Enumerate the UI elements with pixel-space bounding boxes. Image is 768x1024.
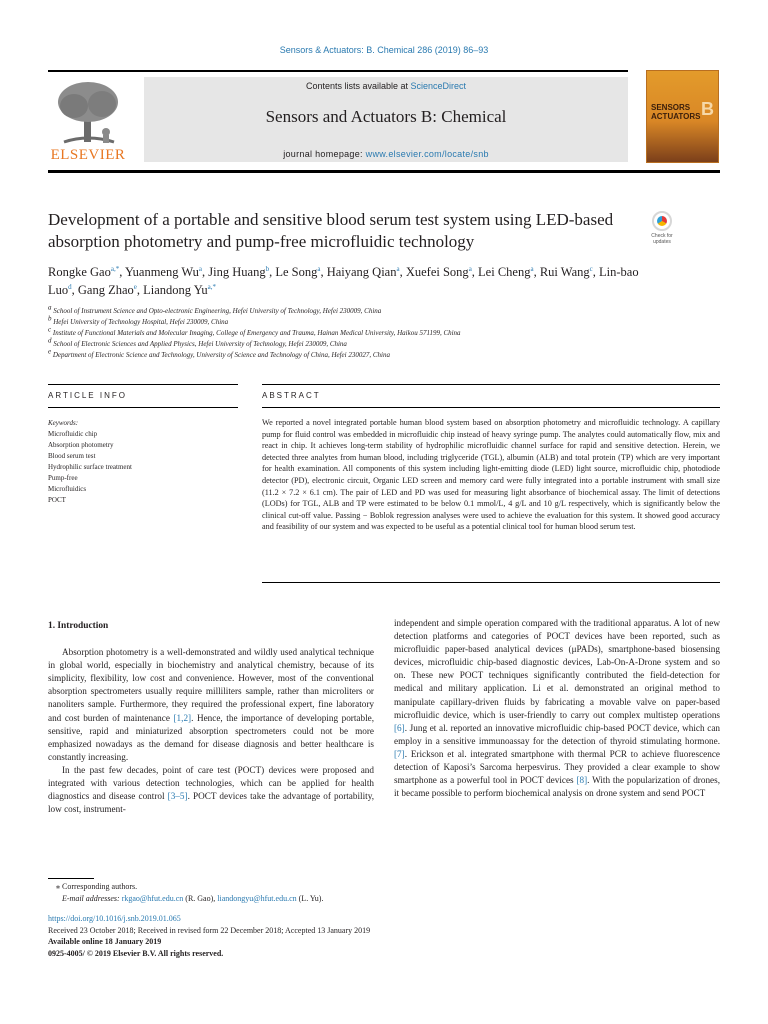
intro-paragraph-2: In the past few decades, point of care test (POCT) devices were proposed and integrated with various detection technologies, which can be applied for health diagnostics and disease control [3–5]. POCT devices take the advantage of portability, low cost, instrument- bbox=[48, 764, 374, 815]
publication-info bbox=[48, 913, 568, 959]
footnote-rule bbox=[48, 878, 94, 879]
elsevier-logo[interactable] bbox=[48, 76, 128, 166]
author-affiliation-mark[interactable]: a bbox=[198, 264, 203, 273]
body-column-left bbox=[48, 620, 374, 816]
header-bottom-rule bbox=[48, 170, 720, 173]
sciencedirect-link[interactable]: ScienceDirect bbox=[410, 81, 467, 91]
author-affiliation-mark[interactable]: a bbox=[468, 264, 472, 273]
abstract-bottom-rule bbox=[262, 582, 720, 583]
article-history: Received 23 October 2018; Received in revised form 22 December 2018; Accepted 13 January 2019 bbox=[48, 925, 371, 935]
keywords-block bbox=[48, 418, 238, 506]
author-affiliation-mark[interactable]: a bbox=[317, 264, 321, 273]
affiliation-item: $^d$ School of Electronic Sciences and Applied Physics, Hefei University of Technology, Hefei 230009, China bbox=[48, 336, 347, 348]
author-affiliation-mark[interactable]: c bbox=[589, 264, 593, 273]
section-heading-introduction: 1. Introduction bbox=[48, 621, 109, 631]
email-link-gao[interactable]: rkgao@hfut.edu.cn bbox=[121, 894, 184, 903]
author-name[interactable]: Haiyang Qian bbox=[326, 265, 397, 279]
reference-link[interactable]: [8] bbox=[576, 775, 588, 786]
author-name[interactable]: Rui Wang bbox=[539, 265, 590, 279]
journal-citation-link[interactable]: Sensors & Actuators: B. Chemical 286 (2019) 86–93 bbox=[279, 45, 489, 55]
reference-link[interactable]: [7] bbox=[394, 748, 405, 759]
affiliation-item: $^e$ Department of Electronic Science and Technology, University of Science and Technology of China, Hefei 230027, China bbox=[48, 347, 390, 359]
author-affiliation-mark[interactable]: d bbox=[68, 282, 72, 291]
intro-paragraph-2-continued: independent and simple operation compared with the traditional apparatus. A lot of new detection platforms and categories of POCT devices have been reported, such as microfluidic paper-based analytical devices (μPADs), smartphone-based biosensing devices, microfluidic chip-based diagnostic devices, Lab-On-A-Drone system and so on. These new POCT techniques significantly contributed the field-detection for medical and military application. Li et al. demonstrated an original method to manipulate capillary-driven fluids by fabricating a movable valve on paper-based microfluidic device, which is user-friendly to carry out complex multistep operations [6]. Jung et al. reported an innovative microfluidic chip-based POCT device, which can employ in a sensitive immunoassay for the detection of thyroid stimulating hormone. [7]. Erickson et al. integrated smartphone with thermal PCR to achieve fluorescence detection of Kaposi’s Sarcoma herpesvirus. They provided a clear example to show smartphone as a powerful tool in POCT devices [8]. With the popularization of drones, it became possible to perform biochemical analysis on drone system and send POCT bbox=[394, 618, 720, 799]
author-affiliation-mark[interactable]: a bbox=[396, 264, 400, 273]
keyword-item: Microfluidic chip bbox=[48, 430, 98, 438]
email-link-yu[interactable]: liandongyu@hfut.edu.cn bbox=[217, 894, 297, 903]
keyword-item: Microfluidics bbox=[48, 485, 87, 493]
reference-link[interactable]: [3–5] bbox=[167, 791, 188, 802]
journal-homepage-link[interactable]: www.elsevier.com/locate/snb bbox=[365, 149, 489, 159]
author-name[interactable]: Rongke Gao bbox=[48, 265, 111, 279]
author-name[interactable]: Lei Cheng bbox=[478, 265, 531, 279]
journal-cover-thumbnail[interactable] bbox=[646, 70, 719, 163]
abstract-text: We reported a novel integrated portable human blood system based on absorption photometry and microfluidic technology. A capillary pump for fluid control was embedded in microfluidic chip instead of heavy syringe pump. The analytes could automatically flow, mix and react in chip. It achieves long-term stability of hydrophilic microfluidic channel surface for rapid and sensitive detection. Herein, we detected three analytes from human blood, including triglyceride (TGL), albumin (ALB) and total protein (TP) which are very important for health examination. All components of this system including light-emitting diode (LED) light source, microfluidic chip, photodiode detector (PD), electronic circuit, Organic LED screen and memory card were fully integrated into a portable instrument with small size (11.2 × 7.2 × 6.1 cm). The pair of LED and PD was used for measuring light absorbance of biochemical assay. The limit of detections (LODs) for TGL, ALB and TP were estimated to be below 0.1 mmol/L, 4 g/L and 10 g/L respectively, which is significantly below the clinical cut-off value. Passing − Boblok regression analyses were used to achieve the evaluation for this system. It showed good accuracy and feasibility of our system and was expected to be useful as a potential clinical tool for human blood serum test. bbox=[262, 418, 720, 532]
elsevier-wordmark: ELSEVIER bbox=[50, 147, 126, 163]
cover-title: SENSORS ACTUATORS bbox=[651, 103, 701, 121]
email-addresses: E-mail addresses: rkgao@hfut.edu.cn (R. Gao), liandongyu@hfut.edu.cn (L. Yu). bbox=[62, 894, 324, 903]
keyword-item: POCT bbox=[48, 496, 66, 504]
journal-name: Sensors and Actuators B: Chemical bbox=[265, 107, 507, 126]
keyword-item: Absorption photometry bbox=[48, 441, 114, 449]
affiliation-list bbox=[48, 303, 688, 361]
affiliation-item: $^b$ Hefei University of Technology Hospital, Hefei 230009, China bbox=[48, 314, 229, 326]
keyword-item: Blood serum test bbox=[48, 452, 96, 460]
author-affiliation-mark[interactable]: a bbox=[530, 264, 534, 273]
author-name[interactable]: Yuanmeng Wu bbox=[125, 265, 199, 279]
keyword-item: Pump-free bbox=[48, 474, 78, 482]
journal-header bbox=[48, 70, 720, 170]
intro-paragraph-1: Absorption photometry is a well-demonstrated and wildly used analytical technique in global world, especially in biochemistry and analytical chemistry, because of its simplicity, flexibility, low cost and convenience. However, most of the conventional absorption spectrometers usually require milliliters sample, rather than microliters or nanoliters sample. Furthermore, they required the professional expert, fine laboratory and cost burden of maintenance [1,2]. Hence, the importance of developing portable, sensitive, rapid and miniaturized absorption spectrometers could not be more emphasized nowadays as the demand for disease diagnosis and better healthcare is constantly increasing. bbox=[48, 647, 374, 762]
doi-link[interactable]: https://doi.org/10.1016/j.snb.2019.01.065 bbox=[48, 914, 181, 923]
author-name[interactable]: Lin-bao Luo bbox=[48, 265, 639, 297]
article-info-heading: ARTICLE INFO bbox=[48, 391, 127, 400]
author-name[interactable]: Le Song bbox=[275, 265, 318, 279]
author-name[interactable]: Gang Zhao bbox=[77, 283, 134, 297]
article-title: Development of a portable and sensitive blood serum test system using LED-based absorption photometry and pump-free microfluidic technology bbox=[48, 210, 614, 251]
crossmark-icon bbox=[652, 211, 672, 231]
author-name[interactable]: Jing Huang bbox=[208, 265, 266, 279]
author-name[interactable]: Xuefei Song bbox=[405, 265, 469, 279]
abstract-rule bbox=[262, 384, 720, 385]
author-affiliation-mark[interactable]: a,* bbox=[110, 264, 120, 273]
article-info-sub-rule bbox=[48, 407, 238, 408]
online-date: Available online 18 January 2019 bbox=[48, 937, 162, 947]
reference-link[interactable]: [6] bbox=[394, 722, 405, 733]
keywords-list bbox=[48, 429, 238, 506]
journal-homepage-line: journal homepage: www.elsevier.com/locate/snb bbox=[283, 149, 489, 159]
copyright-line: 0925-4005/ © 2019 Elsevier B.V. All rights reserved. bbox=[48, 948, 224, 958]
check-for-updates-badge[interactable] bbox=[645, 211, 679, 251]
body-column-right bbox=[394, 617, 720, 800]
crossmark-label: Check for updates bbox=[651, 233, 673, 245]
reference-link[interactable]: [1,2] bbox=[173, 712, 192, 723]
journal-banner bbox=[144, 77, 628, 162]
abstract-sub-rule bbox=[262, 407, 720, 408]
keyword-item: Hydrophilic surface treatment bbox=[48, 463, 132, 471]
corresponding-author-note: ⁎ Corresponding authors. bbox=[56, 882, 138, 891]
author-affiliation-mark[interactable]: a,* bbox=[207, 282, 216, 291]
affiliation-item: $^a$ School of Instrument Science and Opto-electronic Engineering, Hefei University of Technology, Hefei 230009, China bbox=[48, 303, 382, 315]
author-affiliation-mark[interactable]: b bbox=[265, 264, 270, 273]
elsevier-tree-icon bbox=[54, 78, 122, 148]
keywords-label: Keywords: bbox=[48, 419, 79, 427]
abstract-heading: ABSTRACT bbox=[262, 391, 321, 400]
author-affiliation-mark[interactable]: e bbox=[133, 282, 137, 291]
author-name[interactable]: Liandong Yu bbox=[143, 283, 208, 297]
article-info-rule bbox=[48, 384, 238, 385]
affiliation-item: $^c$ Institute of Functional Materials and Molecular Imaging, College of Emergency and Trauma, Hainan Medical University, Haikou 571199, China bbox=[48, 325, 461, 337]
contents-line: Contents lists available at ScienceDirect bbox=[305, 81, 467, 91]
cover-letter: B bbox=[701, 99, 714, 119]
footnotes bbox=[48, 881, 448, 905]
author-list: Rongke Gao$^{a,*}$, Yuanmeng Wu$^a$, Jing Huang$^b$, Le Song$^a$, Haiyang Qian$^a$, Xuefei Song$^a$, Lei Cheng$^a$, Rui Wang$^c$, Lin-bao Luo$^d$, Gang Zhao$^e$, Liandong $Yu^{a,*}$ bbox=[48, 264, 639, 297]
